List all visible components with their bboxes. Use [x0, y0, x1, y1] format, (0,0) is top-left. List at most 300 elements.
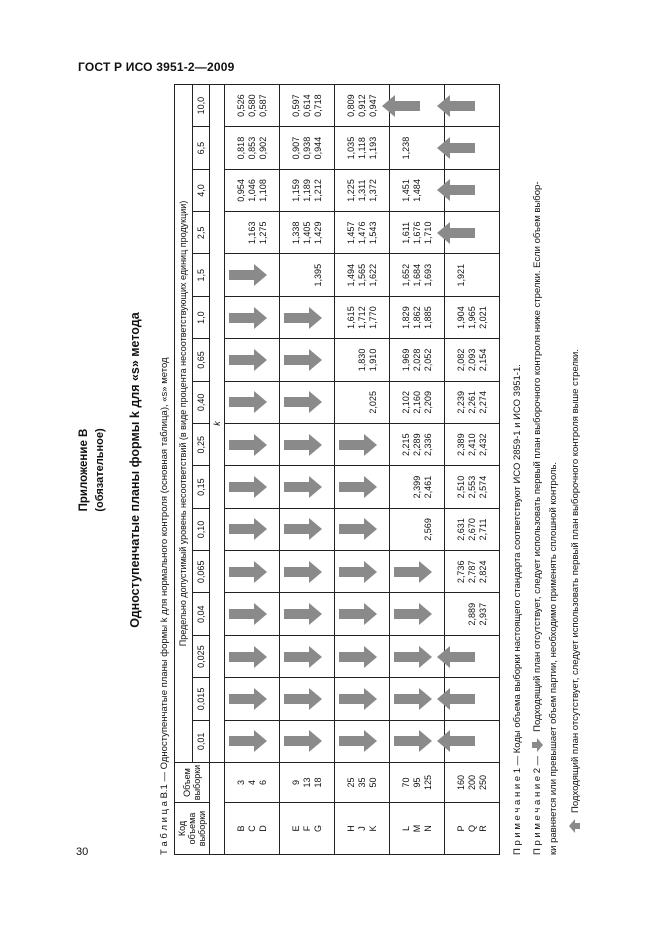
k-cell: [225, 339, 280, 381]
k-cell: [225, 169, 280, 211]
code-value: M: [411, 824, 422, 833]
k-value: 1,830: [356, 348, 367, 372]
k-value: 1,676: [411, 221, 422, 245]
arrow-up-icon: [449, 101, 475, 111]
k-value: 1,770: [367, 306, 378, 329]
code-cell: [335, 803, 390, 855]
arrow-up-icon: [449, 736, 475, 746]
k-cell: [280, 508, 335, 550]
k-value: 2,261: [466, 391, 477, 414]
k-value: 0,580: [246, 94, 257, 117]
arrow-down-icon: [394, 567, 420, 577]
arrow-down-icon: [229, 482, 255, 492]
k-cell: [445, 551, 500, 593]
arrow-down-icon: [229, 440, 255, 450]
arrow-down-icon: [339, 524, 365, 534]
k-value: 0,912: [356, 94, 367, 117]
k-value: [412, 510, 423, 549]
k-values: [401, 298, 434, 337]
k-cell: [225, 466, 280, 508]
k-values: [456, 595, 489, 634]
k-value: 0,614: [301, 94, 312, 117]
code-cell: [225, 803, 280, 855]
k-value: [346, 383, 357, 422]
k-cell: [335, 424, 390, 466]
k-value: 2,154: [477, 348, 488, 372]
k-values: [456, 425, 489, 464]
code-cell: [280, 803, 335, 855]
aql-header-6: 0,15: [192, 466, 210, 508]
aql-header-7: 0,25: [192, 424, 210, 466]
k-cell: [445, 169, 500, 211]
k-cell: [335, 466, 390, 508]
k-value: 2,824: [477, 560, 488, 584]
k-value: 1,904: [455, 306, 466, 329]
arrow-down-icon: [284, 524, 310, 534]
k-cell: [280, 84, 335, 126]
code-value: H: [345, 825, 356, 832]
k-cell: [445, 84, 500, 126]
k-cell: [390, 296, 445, 338]
k-value: 1,159: [290, 179, 301, 202]
k-values: [346, 171, 379, 210]
k-values: [401, 171, 434, 210]
k-cell: [335, 254, 390, 296]
k-value: 1,193: [367, 136, 378, 160]
k-value: 2,052: [422, 348, 433, 372]
aql-header-3: 0,04: [192, 593, 210, 635]
k-cell: [445, 678, 500, 720]
k-cell: [280, 593, 335, 635]
k-value: 1,965: [466, 306, 477, 329]
k-value: [478, 171, 489, 210]
k-value: 1,046: [246, 179, 257, 202]
k-value: 1,611: [400, 221, 411, 244]
k-value: 2,937: [477, 602, 488, 626]
k-value: [423, 128, 434, 167]
k-values: [346, 128, 379, 167]
k-value: 1,543: [367, 221, 378, 245]
arrow-down-icon: [229, 652, 255, 662]
k-value: 2,336: [422, 433, 433, 456]
arrow-down-icon: [229, 270, 255, 280]
k-value: 1,275: [257, 221, 268, 245]
table-row: [225, 84, 280, 854]
k-value: [346, 340, 357, 379]
plans-table: [174, 84, 500, 855]
k-cell: [335, 508, 390, 550]
table-caption: Т а б л и ц а В.1 — Одноступенчатые планы формы k для нормального контроля (основная таблица), «s» метод: [159, 357, 170, 855]
k-value: [401, 467, 412, 506]
k-cell: [280, 254, 335, 296]
k-value: 2,209: [422, 391, 433, 414]
k-values: [401, 383, 434, 422]
k-value: [478, 256, 489, 295]
aql-header-0: 0,01: [192, 720, 210, 762]
aql-header-5: 0,10: [192, 508, 210, 550]
size-value: 35: [356, 777, 367, 788]
k-values: [291, 128, 324, 167]
code-value: D: [257, 825, 268, 832]
k-value: [478, 679, 489, 718]
k-value: 2,025: [367, 391, 378, 414]
k-value: 1,710: [422, 221, 433, 245]
k-value: 2,028: [411, 348, 422, 372]
k-values: [291, 213, 324, 252]
k-value: [357, 383, 368, 422]
k-value: 1,494: [345, 263, 356, 287]
k-value: 0,809: [345, 94, 356, 117]
k-cell: [335, 593, 390, 635]
k-value: 2,289: [411, 433, 422, 456]
k-cell: [445, 212, 500, 254]
note-3: [570, 349, 581, 855]
k-cell: [445, 339, 500, 381]
arrow-up-icon: [449, 694, 475, 704]
arrow-down-icon: [284, 736, 310, 746]
k-cell: [445, 635, 500, 677]
header-aql-group: Предельно допустимый уровень несоответствий (в виде процента несоответствующих единиц продукции): [175, 84, 193, 762]
k-value: [478, 637, 489, 676]
k-value: 1,712: [356, 306, 367, 329]
k-value: 0,526: [235, 94, 246, 117]
aql-header-1: 0,015: [192, 678, 210, 720]
k-values: [456, 467, 489, 506]
k-value: 1,311: [356, 179, 367, 202]
k-value: 0,907: [290, 136, 301, 160]
k-values: [401, 425, 434, 464]
arrow-up-icon: [449, 652, 475, 662]
k-cell: [225, 635, 280, 677]
k-cell: [335, 551, 390, 593]
code-cell: [445, 803, 500, 855]
size-value: 200: [466, 774, 477, 791]
arrow-down-icon: [339, 694, 365, 704]
k-cell: [335, 381, 390, 423]
arrow-down-icon: [284, 397, 310, 407]
k-value: 2,569: [422, 518, 433, 541]
size-value: 3: [235, 780, 246, 786]
k-values: [346, 213, 379, 252]
k-value: 2,410: [466, 433, 477, 456]
k-value: 1,829: [400, 306, 411, 329]
k-cell: [225, 720, 280, 762]
k-cell: [225, 551, 280, 593]
k-values: [401, 510, 434, 549]
k-cell: [390, 508, 445, 550]
k-value: 1,118: [356, 137, 367, 159]
k-cell: [390, 466, 445, 508]
k-cell: [445, 466, 500, 508]
k-value: 1,189: [301, 179, 312, 202]
code-value: B: [235, 825, 246, 832]
k-cell: [225, 381, 280, 423]
table-row: [280, 84, 335, 854]
size-value: 50: [367, 777, 378, 788]
header-code: Код объема выборки: [175, 803, 210, 855]
k-values: [456, 256, 489, 295]
size-cell: [225, 763, 280, 803]
k-cell: [225, 127, 280, 169]
k-values: [346, 340, 379, 379]
k-cell: [390, 551, 445, 593]
size-value: 70: [400, 777, 411, 788]
size-cell: [445, 763, 500, 803]
k-values: [401, 340, 434, 379]
k-value: 1,238: [400, 136, 411, 160]
arrow-down-icon: [284, 355, 310, 365]
k-value: [291, 256, 302, 295]
k-cell: [280, 212, 335, 254]
k-values: [346, 298, 379, 337]
k-cell: [280, 127, 335, 169]
k-value: 2,889: [466, 602, 477, 626]
aql-header-10: 1,0: [192, 296, 210, 338]
code-value: E: [290, 825, 301, 832]
k-cell: [335, 720, 390, 762]
k-value: 2,274: [477, 391, 488, 414]
table-row: [335, 84, 390, 854]
k-values: [401, 256, 434, 295]
note-1: П р и м е ч а н и е 1 — Коды объема выборки настоящего стандарта соответствуют ИСО 2859-1 и ИСО 3951-1.: [512, 364, 523, 855]
code-value: F: [301, 825, 312, 832]
k-cell: [225, 593, 280, 635]
k-values: [346, 383, 379, 422]
size-cell: [280, 763, 335, 803]
k-values: [456, 510, 489, 549]
k-value: 2,215: [400, 433, 411, 456]
arrow-up-icon: [570, 817, 580, 833]
k-value: 1,615: [345, 306, 356, 329]
arrow-down-icon: [229, 355, 255, 365]
k-value: 1,108: [257, 179, 268, 202]
k-value: 1,862: [411, 306, 422, 329]
k-value: 1,372: [367, 179, 378, 202]
k-cell: [225, 424, 280, 466]
k-value: [302, 256, 313, 295]
k-value: 2,461: [422, 475, 433, 499]
k-value: 2,432: [477, 433, 488, 456]
k-value: 2,787: [466, 560, 477, 584]
arrow-down-icon: [229, 736, 255, 746]
k-values: [456, 340, 489, 379]
size-value: 6: [257, 780, 268, 786]
arrow-down-icon: [339, 482, 365, 492]
arrow-down-icon: [284, 694, 310, 704]
k-values: [346, 86, 379, 125]
table-row: [445, 84, 500, 854]
size-value: 9: [290, 780, 301, 786]
arrow-down-icon: [229, 567, 255, 577]
k-cell: [280, 381, 335, 423]
k-cell: [225, 508, 280, 550]
arrow-up-icon: [394, 101, 420, 111]
arrow-down-icon: [229, 694, 255, 704]
arrow-down-icon: [284, 652, 310, 662]
aql-header-13: 4,0: [192, 169, 210, 211]
k-value: [478, 722, 489, 761]
k-value: 1,163: [246, 221, 257, 245]
k-cell: [280, 339, 335, 381]
k-cell: [390, 381, 445, 423]
size-value: 250: [477, 774, 488, 791]
k-value: 0,947: [367, 94, 378, 117]
k-value: 1,652: [400, 263, 411, 287]
k-value: 1,693: [422, 263, 433, 287]
k-cell: [445, 254, 500, 296]
k-values: [291, 171, 324, 210]
k-value: 1,684: [411, 263, 422, 287]
k-values: [456, 298, 489, 337]
size-value: 125: [422, 774, 433, 791]
k-values: [236, 171, 269, 210]
code-value: G: [312, 825, 323, 833]
k-values: [236, 128, 269, 167]
k-value: [478, 128, 489, 167]
k-value: 1,451: [400, 179, 411, 202]
code-value: C: [246, 825, 257, 832]
k-value: 1,395: [312, 263, 323, 287]
size-value: 25: [345, 777, 356, 788]
rotated-content: [70, 85, 590, 855]
k-value: [478, 213, 489, 252]
k-cell: [445, 508, 500, 550]
code-cell: [390, 803, 445, 855]
k-value: [478, 86, 489, 125]
k-cell: [390, 593, 445, 635]
k-values: [236, 86, 269, 125]
aql-header-9: 0,65: [192, 339, 210, 381]
k-values: [456, 552, 489, 591]
k-value: 1,476: [356, 221, 367, 245]
note-2-continued: ки равняется или превышает объем партии, необходимо применять сплошной контроль.: [548, 461, 559, 855]
aql-header-2: 0,025: [192, 635, 210, 677]
k-value: 2,239: [455, 391, 466, 414]
k-cell: [390, 339, 445, 381]
k-cell: [335, 339, 390, 381]
k-value: 2,736: [455, 560, 466, 584]
k-values: [291, 256, 324, 295]
arrow-down-icon: [339, 567, 365, 577]
k-value: 1,484: [411, 179, 422, 202]
code-value: L: [400, 826, 411, 832]
k-value: 1,910: [367, 348, 378, 372]
k-value: 2,102: [400, 391, 411, 414]
k-cell: [280, 296, 335, 338]
header-k: k: [210, 84, 225, 762]
aql-header-12: 2,5: [192, 212, 210, 254]
k-cell: [390, 254, 445, 296]
k-cell: [390, 424, 445, 466]
k-value: 0,938: [301, 136, 312, 160]
k-value: 1,565: [356, 263, 367, 287]
k-values: [291, 86, 324, 125]
k-value: [412, 128, 423, 167]
appendix-subtitle: (обязательное): [94, 428, 106, 512]
size-cell: [335, 763, 390, 803]
code-value: N: [422, 825, 433, 832]
k-cell: [335, 296, 390, 338]
k-value: 2,670: [466, 518, 477, 541]
k-value: [423, 86, 434, 125]
arrow-down-icon: [284, 609, 310, 619]
k-cell: [225, 254, 280, 296]
k-values: [456, 383, 489, 422]
k-value: 2,082: [455, 348, 466, 372]
arrow-up-icon: [449, 228, 475, 238]
arrow-down-icon: [339, 652, 365, 662]
k-value: 2,631: [455, 518, 466, 541]
k-values: [236, 213, 269, 252]
k-value: 0,944: [312, 136, 323, 160]
code-value: K: [367, 825, 378, 832]
k-value: [236, 213, 247, 252]
code-value: J: [356, 826, 367, 831]
arrow-down-icon: [339, 736, 365, 746]
k-value: 0,853: [246, 136, 257, 160]
k-cell: [280, 424, 335, 466]
code-value: P: [455, 825, 466, 832]
k-cell: [225, 212, 280, 254]
k-value: 1,035: [345, 136, 356, 160]
k-cell: [280, 169, 335, 211]
k-value: 1,338: [290, 221, 301, 245]
k-value: 1,429: [312, 221, 323, 245]
main-title: Одноступенчатые планы формы k для «s» метода: [128, 312, 142, 628]
arrow-down-icon: [284, 567, 310, 577]
arrow-down-icon: [284, 482, 310, 492]
arrow-up-icon: [449, 185, 475, 195]
code-value: R: [477, 825, 488, 832]
arrow-down-icon: [284, 440, 310, 450]
k-value: 2,553: [466, 475, 477, 499]
arrow-down-icon: [229, 524, 255, 534]
aql-header-15: 10,0: [192, 84, 210, 126]
arrow-up-icon: [449, 143, 475, 153]
size-value: 160: [455, 774, 466, 791]
k-cell: [445, 296, 500, 338]
k-value: 0,954: [235, 179, 246, 202]
k-value: 0,818: [235, 136, 246, 160]
k-cell: [445, 127, 500, 169]
size-value: 4: [246, 780, 257, 786]
document-standard-header: ГОСТ Р ИСО 3951-2—2009: [78, 60, 235, 74]
arrow-down-icon: [229, 609, 255, 619]
k-cell: [445, 720, 500, 762]
k-value: [401, 510, 412, 549]
arrow-down-icon: [394, 694, 420, 704]
k-cell: [280, 720, 335, 762]
k-cell: [335, 212, 390, 254]
header-size: Объем выборки: [175, 763, 210, 803]
k-value: 0,902: [257, 136, 268, 160]
arrow-down-icon: [394, 652, 420, 662]
k-value: 1,969: [400, 348, 411, 372]
k-cell: [335, 127, 390, 169]
size-value: 95: [411, 777, 422, 788]
k-value: 1,405: [301, 221, 312, 245]
aql-header-11: 1,5: [192, 254, 210, 296]
code-value: Q: [466, 825, 477, 833]
k-value: 0,587: [257, 94, 268, 117]
k-cell: [280, 466, 335, 508]
appendix-title: Приложение В: [78, 428, 90, 512]
k-value: 2,389: [455, 433, 466, 456]
k-value: 1,921: [455, 263, 466, 287]
k-cell: [445, 381, 500, 423]
size-cell: [390, 763, 445, 803]
k-value: 2,021: [477, 306, 488, 329]
